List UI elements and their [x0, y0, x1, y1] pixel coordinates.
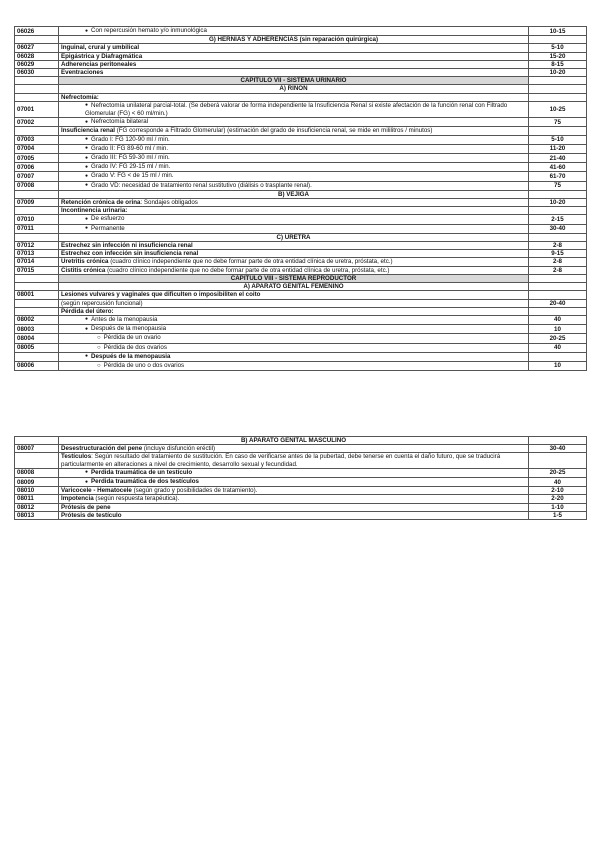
row-value: [529, 233, 587, 241]
row-code: [15, 127, 59, 135]
row-description: [59, 93, 529, 101]
row-term: Testículos: [61, 453, 92, 461]
row-description: [59, 299, 529, 307]
row-code: [15, 299, 59, 307]
row-description: [59, 511, 529, 519]
row-description: [59, 60, 529, 68]
row-code: [15, 437, 59, 445]
row-value: 75: [529, 181, 587, 190]
row-description: [59, 163, 529, 172]
row-value: 2-8: [529, 258, 587, 266]
section-header-row: [15, 437, 587, 445]
row-note: (cuadro clínico independiente que no debe formar parte de otra entidad clínica de uretra, próstata, etc.): [108, 258, 393, 266]
table-row: [15, 154, 587, 163]
row-value: 5-10: [529, 135, 587, 144]
row-code: [15, 190, 59, 198]
row-value: [529, 437, 587, 445]
row-text: ● De esfuerzo: [85, 215, 124, 222]
row-term: Impotencia: [61, 495, 94, 503]
row-value: 40: [529, 343, 587, 352]
row-description: [59, 224, 529, 233]
row-code: [15, 93, 59, 101]
row-description: [59, 315, 529, 324]
row-code: [15, 274, 59, 282]
table-row: [15, 361, 587, 370]
table-row: [15, 511, 587, 519]
row-description: [59, 215, 529, 224]
row-code: 08003: [15, 325, 59, 334]
row-value: 2-20: [529, 495, 587, 503]
table-row: [15, 215, 587, 224]
row-text: ● Grado IV: FG 29-15 ml / min.: [85, 163, 170, 170]
row-value: 1-5: [529, 511, 587, 519]
row-value: 15-20: [529, 52, 587, 60]
row-code: [15, 77, 59, 85]
table-row: [15, 144, 587, 153]
section-header-row: [15, 77, 587, 85]
row-text: ● Grado III: FG 59-30 ml / min.: [85, 154, 170, 161]
row-code: [15, 233, 59, 241]
row-code: 07009: [15, 199, 59, 207]
baremo-table-genital-masculino: [14, 436, 587, 520]
row-value: 2-10: [529, 487, 587, 495]
row-description: [59, 250, 529, 258]
row-text: Incontinencia urinaria:: [61, 207, 128, 215]
row-description: [59, 181, 529, 190]
row-value: 30-40: [529, 224, 587, 233]
row-value: 30-40: [529, 445, 587, 453]
row-code: 06027: [15, 44, 59, 52]
row-description: [59, 468, 529, 477]
row-code: 08013: [15, 511, 59, 519]
table-row: [15, 352, 587, 361]
row-value: 40: [529, 315, 587, 324]
table-row: [15, 199, 587, 207]
row-value: 75: [529, 118, 587, 127]
table-row: [15, 487, 587, 495]
row-term: Insuficiencia renal: [61, 127, 115, 135]
row-code: 07011: [15, 224, 59, 233]
row-value: [529, 453, 587, 468]
row-description: [59, 307, 529, 315]
row-code: 07003: [15, 135, 59, 144]
row-value: 2-15: [529, 215, 587, 224]
row-code: 08005: [15, 343, 59, 352]
row-description: [59, 127, 529, 135]
row-value: [529, 36, 587, 44]
section-header: A) APARATO GENITAL FEMENINO: [59, 283, 529, 291]
section-header: B) APARATO GENITAL MASCULINO: [59, 437, 529, 445]
row-value: 10-25: [529, 101, 587, 117]
table-row: [15, 266, 587, 274]
row-text: Estrechez sin infección ni insuficiencia renal: [61, 242, 193, 250]
row-code: 08004: [15, 334, 59, 343]
row-text: Inguinal, crural y umbilical: [61, 44, 140, 52]
table-row: [15, 118, 587, 127]
row-code: [15, 85, 59, 93]
row-description: [59, 503, 529, 511]
row-term: Retención crónica de orina: [61, 199, 141, 207]
row-value: 9-15: [529, 250, 587, 258]
row-code: [15, 352, 59, 361]
section-header-row: [15, 190, 587, 198]
section-header-row: [15, 274, 587, 282]
row-code: 07005: [15, 154, 59, 163]
row-text: ● Perdida traumática de dos testículos: [85, 478, 199, 485]
row-note: : Según resultado del tratamiento de sustitución. En caso de verificarse antes de la pubertad, debe tenerse en cuenta el daño futuro, que se traducirá particularmente en alteraciones a nivel de crecimiento, desarrollo sexual y fecundidad.: [61, 453, 501, 468]
row-code: 06030: [15, 69, 59, 77]
row-value: 2-8: [529, 266, 587, 274]
section-header-row: [15, 233, 587, 241]
table-row: [15, 224, 587, 233]
row-value: 8-15: [529, 60, 587, 68]
row-term: Uretritis crónica: [61, 258, 109, 266]
table-row: [15, 291, 587, 299]
row-value: 11-20: [529, 144, 587, 153]
row-note: : Sondajes obligados: [140, 199, 198, 207]
row-text: Epigástrica y Diafragmática: [61, 52, 143, 60]
table-row: [15, 163, 587, 172]
row-value: [529, 207, 587, 215]
section-header-row: [15, 36, 587, 44]
table-row: [15, 93, 587, 101]
table-row: [15, 27, 587, 36]
row-value: [529, 93, 587, 101]
row-code: 08011: [15, 495, 59, 503]
row-code: [15, 207, 59, 215]
section-header: G) HERNIAS Y ADHERENCIAS (sin reparación quirúrgica): [59, 36, 529, 44]
row-code: 07006: [15, 163, 59, 172]
row-value: [529, 190, 587, 198]
row-code: 08010: [15, 487, 59, 495]
row-description: [59, 52, 529, 60]
section-header-row: [15, 283, 587, 291]
table-row: [15, 325, 587, 334]
table-row: [15, 468, 587, 477]
section-header: CAPITULO VIII - SISTEMA REPRODUCTOR: [59, 274, 529, 282]
table-row: [15, 258, 587, 266]
row-code: 06028: [15, 52, 59, 60]
table-row: [15, 127, 587, 135]
row-text: ● Grado II: FG 89-60 ml / min.: [85, 145, 168, 152]
row-value: 41-60: [529, 163, 587, 172]
row-text: ○ Pérdida de dos ovarios: [97, 344, 167, 351]
row-text: Lesiones vulvares y vaginales que dificulten o imposibiliten el coito: [61, 291, 261, 299]
row-value: 21-40: [529, 154, 587, 163]
row-description: [59, 495, 529, 503]
row-value: 20-40: [529, 299, 587, 307]
table-row: [15, 60, 587, 68]
row-description: [59, 487, 529, 495]
row-text: ● Permanente: [85, 225, 125, 232]
row-code: 07014: [15, 258, 59, 266]
table-row: [15, 478, 587, 487]
row-text: ● Nefrectomía unilateral parcial-total. (Se deberá valorar de forma independiente la Insuficiencia Renal si existe afectación de la función renal con Filtrado Glomerular (FG) < 60 ml/min.): [85, 102, 507, 117]
row-code: 07002: [15, 118, 59, 127]
row-value: [529, 307, 587, 315]
baremo-table-urinario-reproductor: [14, 26, 587, 371]
row-description: [59, 69, 529, 77]
table-row: [15, 135, 587, 144]
row-description: [59, 445, 529, 453]
table-row: [15, 44, 587, 52]
row-description: [59, 27, 529, 36]
row-code: 06029: [15, 60, 59, 68]
row-text: ● Grado I: FG 120-90 ml / min.: [85, 136, 170, 143]
table-row: [15, 343, 587, 352]
row-description: [59, 352, 529, 361]
row-value: [529, 77, 587, 85]
row-value: [529, 283, 587, 291]
row-term: Cistitis crónica: [61, 266, 106, 274]
table-row: [15, 334, 587, 343]
row-code: 07012: [15, 242, 59, 250]
row-text: ● Grado VD: necesidad de tratamiento renal sustitutivo (diálisis o trasplante renal).: [85, 182, 312, 189]
row-value: 20-25: [529, 468, 587, 477]
table-row: [15, 307, 587, 315]
row-code: 07015: [15, 266, 59, 274]
row-description: [59, 144, 529, 153]
table-row: [15, 445, 587, 453]
row-code: [15, 453, 59, 468]
row-code: 08012: [15, 503, 59, 511]
table-row: [15, 52, 587, 60]
row-note: (según grado y posibilidades de tratamiento).: [131, 487, 258, 495]
row-description: [59, 453, 529, 468]
table-row: [15, 453, 587, 468]
row-code: 08001: [15, 291, 59, 299]
table-row: [15, 503, 587, 511]
row-code: [15, 307, 59, 315]
row-text: ● Nefrectomía bilateral: [85, 118, 148, 125]
row-text: Adherencias peritoneales: [61, 60, 137, 68]
row-code: 08006: [15, 361, 59, 370]
row-code: 07008: [15, 181, 59, 190]
row-description: [59, 334, 529, 343]
row-code: 08007: [15, 445, 59, 453]
table-row: [15, 315, 587, 324]
row-description: [59, 154, 529, 163]
table-row: [15, 495, 587, 503]
row-description: [59, 172, 529, 181]
row-value: 61-70: [529, 172, 587, 181]
table-row: [15, 172, 587, 181]
row-text: Prótesis de testículo: [61, 511, 122, 519]
row-value: 10-20: [529, 199, 587, 207]
row-code: 07007: [15, 172, 59, 181]
row-description: [59, 258, 529, 266]
section-header-row: [15, 85, 587, 93]
row-code: 07001: [15, 101, 59, 117]
table-row: [15, 207, 587, 215]
row-note: (cuadro clínico independiente que no debe formar parte de otra entidad clínica de uretra, próstata, etc.): [105, 266, 390, 274]
row-value: 10-15: [529, 27, 587, 36]
row-text: ● Antes de la menopausia: [85, 316, 157, 323]
row-value: 40: [529, 478, 587, 487]
row-value: 1-10: [529, 503, 587, 511]
row-value: [529, 274, 587, 282]
row-text: Pérdida del útero:: [61, 307, 114, 315]
row-text: ● Grado V: FG < de 15 ml / min.: [85, 172, 174, 179]
row-value: 10: [529, 325, 587, 334]
section-header: CAPITULO VII - SISTEMA URINARIO: [59, 77, 529, 85]
row-value: [529, 291, 587, 299]
row-text: Prótesis de pene: [61, 503, 111, 511]
row-description: [59, 242, 529, 250]
row-description: [59, 478, 529, 487]
row-value: 5-10: [529, 44, 587, 52]
row-note: (FG corresponde a Filtrado Glomerular) (estimación del grado de insuficiencia renal, se mide en mililitros / minutos): [115, 127, 433, 135]
row-text: ● Después de la menopausia: [85, 353, 170, 360]
section-header: A) RIÑON: [59, 85, 529, 93]
row-description: [59, 291, 529, 299]
row-term: Varicocele - Hematocele: [61, 487, 132, 495]
row-code: 06026: [15, 27, 59, 36]
row-text: ○ Pérdida de uno o dos ovarios: [97, 362, 184, 369]
row-text: Estrechez con infección sin insuficiencia renal: [61, 250, 199, 258]
row-code: 07010: [15, 215, 59, 224]
row-value: [529, 352, 587, 361]
table-row: [15, 181, 587, 190]
row-value: 2-8: [529, 242, 587, 250]
row-note: (según respuesta terapéutica).: [93, 495, 180, 503]
row-description: [59, 118, 529, 127]
row-text: ● Con repercusión hemato y/o inmunológica: [85, 27, 207, 34]
row-code: [15, 36, 59, 44]
row-description: [59, 343, 529, 352]
row-description: [59, 199, 529, 207]
row-code: [15, 283, 59, 291]
row-description: [59, 101, 529, 117]
row-text: (según repercusión funcional): [61, 299, 143, 307]
row-value: 10-20: [529, 69, 587, 77]
table-row: [15, 242, 587, 250]
row-code: 08009: [15, 478, 59, 487]
row-text: ● Después de la menopausia: [85, 325, 166, 332]
table-row: [15, 250, 587, 258]
row-description: [59, 135, 529, 144]
row-value: 10: [529, 361, 587, 370]
row-description: [59, 207, 529, 215]
row-code: 08002: [15, 315, 59, 324]
row-term: Desestructuración del pene: [61, 445, 143, 453]
section-header: C) URETRA: [59, 233, 529, 241]
table-row: [15, 101, 587, 117]
row-description: [59, 266, 529, 274]
section-header: B) VEJIGA: [59, 190, 529, 198]
row-code: 07013: [15, 250, 59, 258]
row-text: Eventraciones: [61, 69, 104, 77]
row-text: ● Perdida traumática de un testículo: [85, 469, 192, 476]
table-row: [15, 69, 587, 77]
row-value: 20-25: [529, 334, 587, 343]
row-code: 08008: [15, 468, 59, 477]
row-value: [529, 85, 587, 93]
table-row: [15, 299, 587, 307]
row-code: 07004: [15, 144, 59, 153]
row-description: [59, 44, 529, 52]
row-text: Nefrectomía:: [61, 93, 99, 101]
row-text: ○ Pérdida de un ovario: [97, 334, 161, 341]
row-note: (incluye disfunción eréctil): [142, 445, 216, 453]
row-value: [529, 127, 587, 135]
row-description: [59, 325, 529, 334]
row-description: [59, 361, 529, 370]
